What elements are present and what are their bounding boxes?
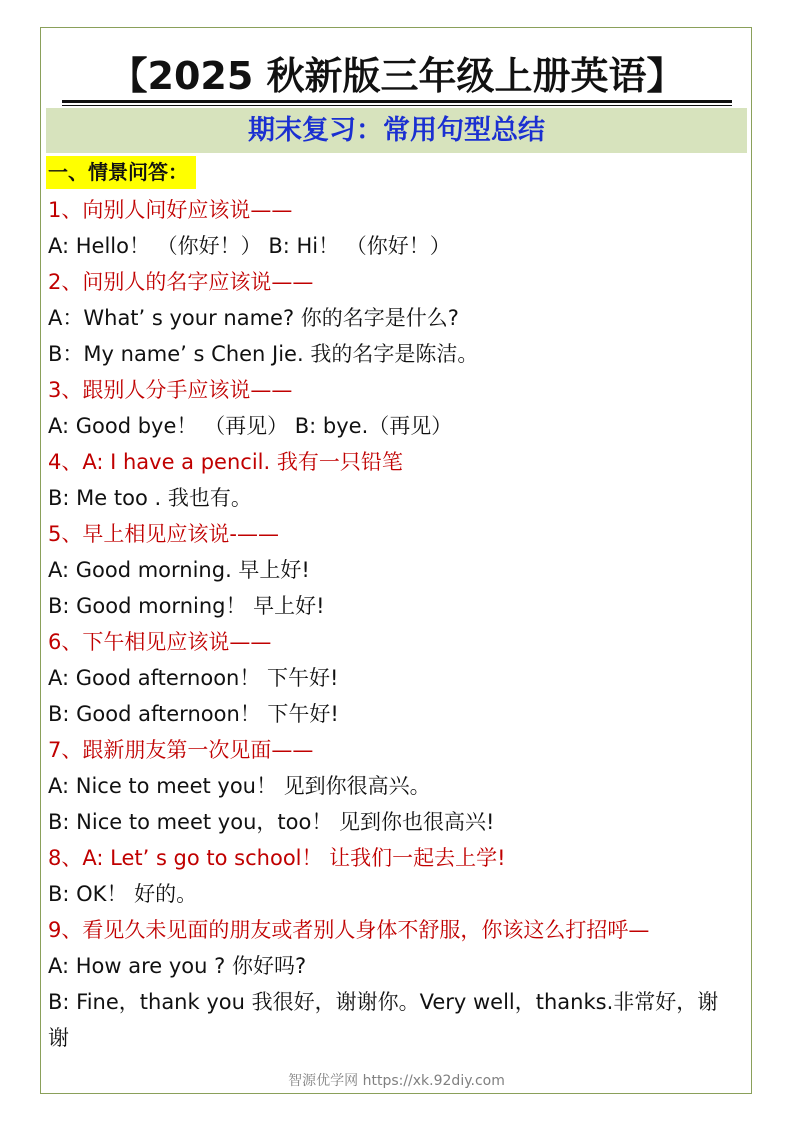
question-8: 8、A: Let’ s go to school！ 让我们一起去上学! (48, 846, 506, 870)
answer-6a: A: Good afternoon！ 下午好! (48, 666, 339, 690)
question-1: 1、向别人问好应该说—— (48, 198, 293, 222)
question-4: 4、A: I have a pencil. 我有一只铅笔 (48, 450, 403, 474)
question-6: 6、下午相见应该说—— (48, 630, 272, 654)
title-underline-thin (62, 105, 732, 106)
dialogue-list (48, 192, 748, 1056)
answer-9a: A: How are you ? 你好吗? (48, 954, 307, 978)
answer-4: B: Me too . 我也有。 (48, 486, 252, 510)
answer-7a: A: Nice to meet you！ 见到你很高兴。 (48, 774, 431, 798)
question-9: 9、看见久未见面的朋友或者别人身体不舒服，你该这么打招呼— (48, 918, 650, 942)
answer-5b: B: Good morning！ 早上好! (48, 594, 325, 618)
answer-7b: B: Nice to meet you，too！ 见到你也很高兴! (48, 810, 495, 834)
question-3: 3、跟别人分手应该说—— (48, 378, 293, 402)
answer-3: A: Good bye！ （再见） B: bye.（再见） (48, 414, 453, 438)
title-underline (62, 100, 732, 103)
question-5: 5、早上相见应该说-—— (48, 522, 279, 546)
page-subtitle: 期末复习：常用句型总结 (248, 115, 545, 146)
question-7: 7、跟新朋友第一次见面—— (48, 738, 314, 762)
answer-6b: B: Good afternoon！ 下午好! (48, 702, 339, 726)
section-heading: 一、情景问答： (46, 156, 196, 189)
footer-watermark: 智源优学网 https://xk.92diy.com (288, 1073, 505, 1089)
answer-1: A: Hello！ （你好！） B: Hi！ （你好！） (48, 234, 451, 258)
answer-2b: B：My name’ s Chen Jie. 我的名字是陈洁。 (48, 342, 479, 366)
answer-9b: B: Fine，thank you 我很好，谢谢你。Very well，thanks.非常好，谢谢 (48, 990, 719, 1050)
answer-5a: A: Good morning. 早上好! (48, 558, 310, 582)
question-2: 2、问别人的名字应该说—— (48, 270, 314, 294)
answer-2a: A：What’ s your name? 你的名字是什么? (48, 306, 459, 330)
answer-8: B: OK！ 好的。 (48, 882, 198, 906)
page-title: 【2025 秋新版三年级上册英语】 (109, 54, 685, 98)
